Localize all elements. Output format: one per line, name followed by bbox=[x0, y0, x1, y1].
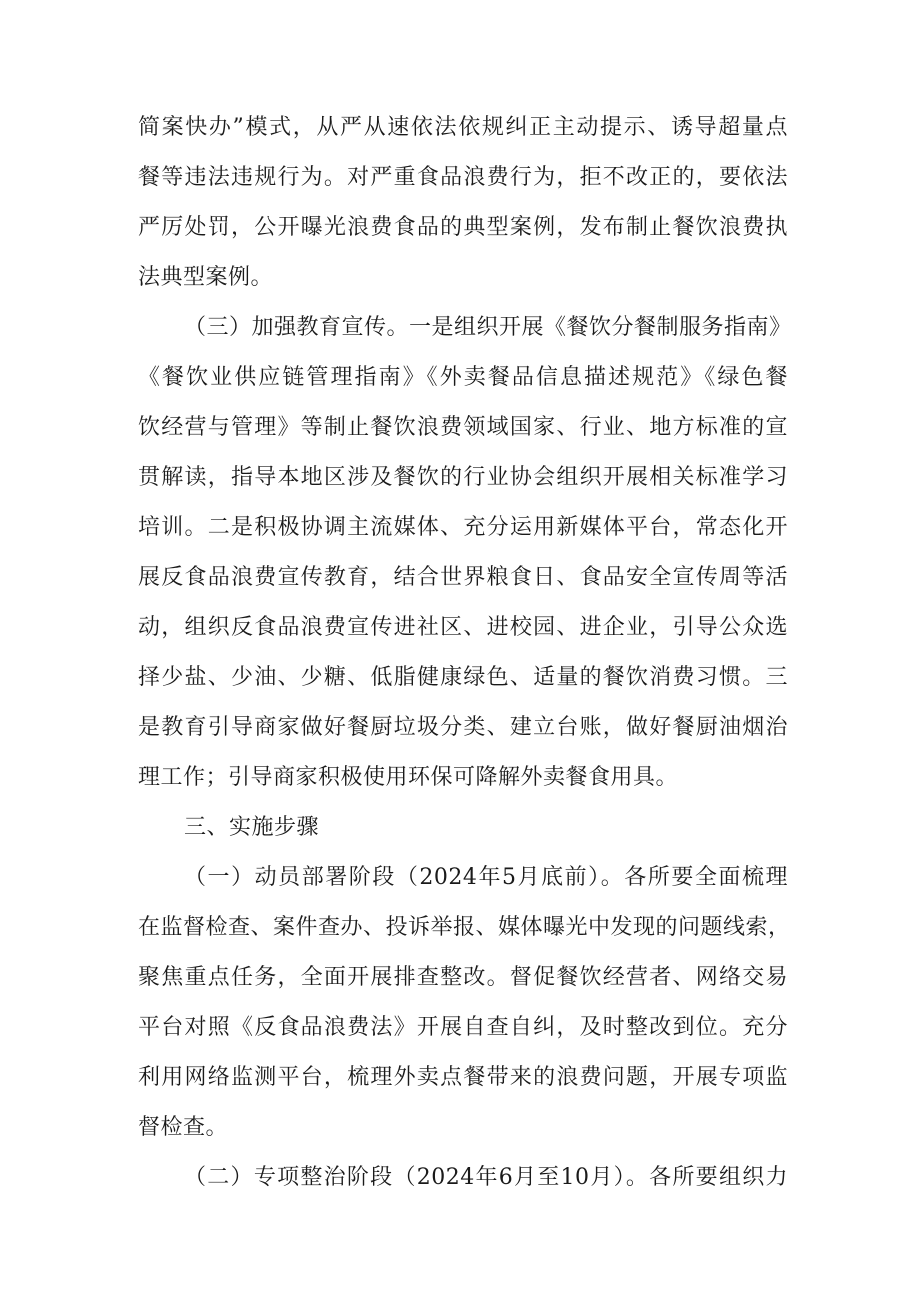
paragraph-line: 是教育引导商家做好餐厨垃圾分类、建立台账，做好餐厨油烟治 bbox=[138, 715, 788, 740]
paragraph-line: 餐等违法违规行为。对严重食品浪费行为，拒不改正的，要依法 bbox=[138, 165, 788, 190]
paragraph-line: 严厉处罚，公开曝光浪费食品的典型案例，发布制止餐饮浪费执 bbox=[138, 215, 788, 240]
paragraph-line: 理工作；引导商家积极使用环保可降解外卖餐食用具。 bbox=[138, 765, 679, 790]
paragraph-line: 聚焦重点任务，全面开展排查整改。督促餐饮经营者、网络交易 bbox=[138, 965, 788, 990]
paragraph-line: 饮经营与管理》等制止餐饮浪费领域国家、行业、地方标准的宣 bbox=[138, 415, 788, 440]
paragraph-line: 择少盐、少油、少糖、低脂健康绿色、适量的餐饮消费习惯。三 bbox=[138, 665, 788, 690]
paragraph-line: 简案快办”模式，从严从速依法依规纠正主动提示、诱导超量点 bbox=[138, 115, 788, 140]
paragraph-line: （二）专项整治阶段（2024年6月至10月）。各所要组织力 bbox=[184, 1165, 788, 1190]
paragraph-line: （一）动员部署阶段（2024年5月底前）。各所要全面梳理 bbox=[184, 865, 788, 890]
paragraph-line: 《餐饮业供应链管理指南》《外卖餐品信息描述规范》《绿色餐 bbox=[138, 365, 788, 390]
section-heading: 三、实施步骤 bbox=[184, 815, 320, 840]
paragraph-line: 在监督检查、案件查办、投诉举报、媒体曝光中发现的问题线索， bbox=[138, 915, 791, 940]
paragraph-line: 督检查。 bbox=[138, 1115, 229, 1140]
paragraph-line: 贯解读，指导本地区涉及餐饮的行业协会组织开展相关标准学习 bbox=[138, 465, 788, 490]
paragraph-line: 展反食品浪费宣传教育，结合世界粮食日、食品安全宣传周等活 bbox=[138, 565, 788, 590]
paragraph-line: 动，组织反食品浪费宣传进社区、进校园、进企业，引导公众选 bbox=[138, 615, 788, 640]
paragraph-line: 培训。二是积极协调主流媒体、充分运用新媒体平台，常态化开 bbox=[138, 515, 788, 540]
paragraph-line: 法典型案例。 bbox=[138, 265, 274, 290]
paragraph-line: 利用网络监测平台，梳理外卖点餐带来的浪费问题，开展专项监 bbox=[138, 1065, 788, 1090]
paragraph-line: 平台对照《反食品浪费法》开展自查自纠，及时整改到位。充分 bbox=[138, 1015, 788, 1040]
paragraph-line: （三）加强教育宣传。一是组织开展《餐饮分餐制服务指南》 bbox=[184, 315, 792, 340]
